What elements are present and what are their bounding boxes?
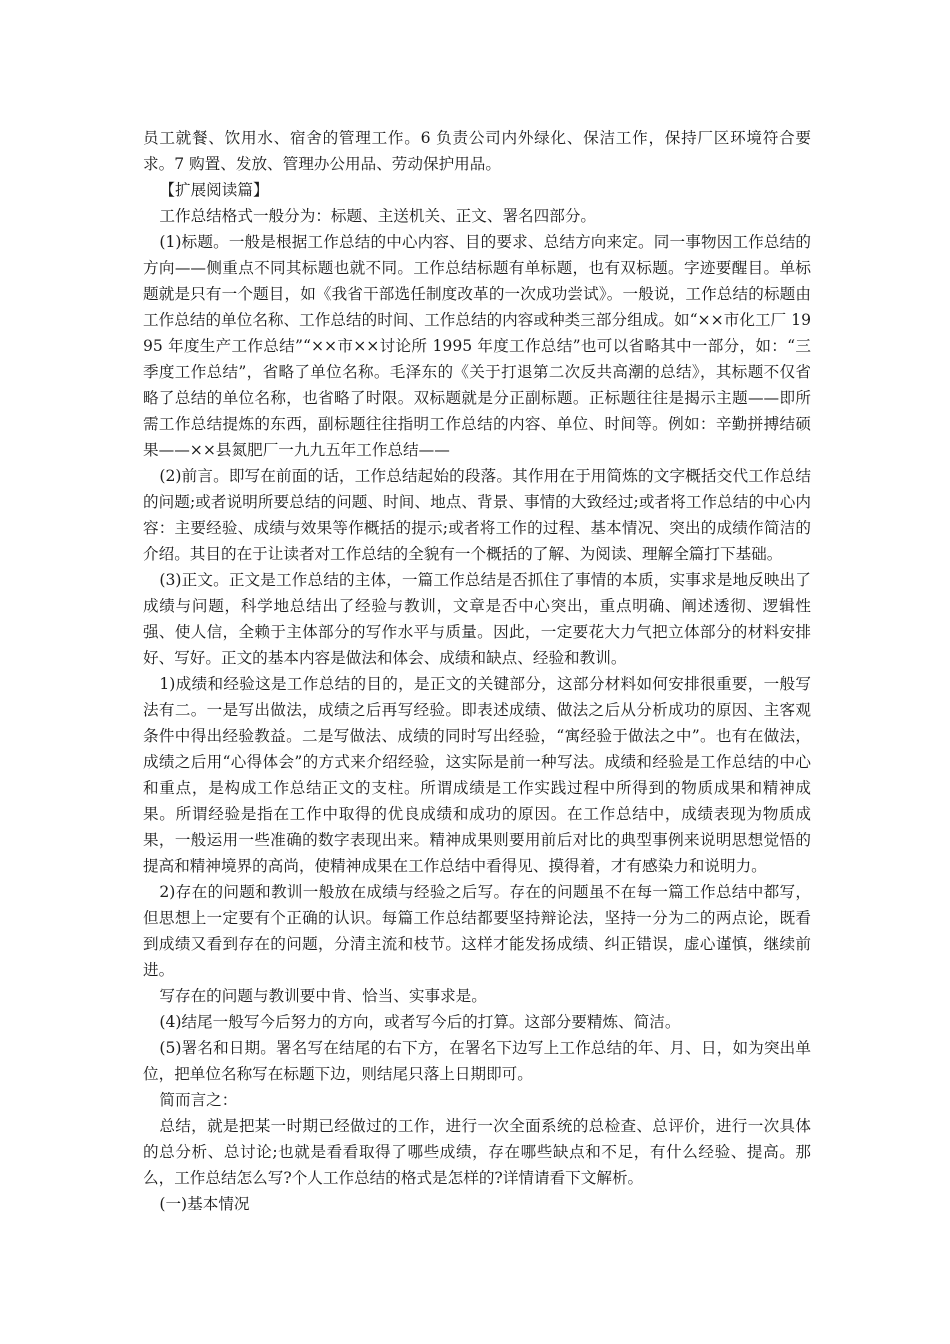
paragraph-title-section: (1)标题。一般是根据工作总结的中心内容、目的要求、总结方向来定。同一事物因工作总结的方向——侧重点不同其标题也就不同。工作总结标题有单标题，也有双标题。字迹要醒目。单标题就是只有一个题目，如《我省干部选任制度改革的一次成功尝试》。一般说，工作总结的标题由工作总结的单位名称、工作总结的时间、工作总结的内容或种类三部分组成。如“××市化工厂 1995 年度生产工作总结”“××市××讨论所 1995 年度工作总结”也可以省略其中一部分，如：“三季度工作总结”，省略了单位名称。毛泽东的《关于打退第二次反共高潮的总结》，其标题不仅省略了总结的单位名称，也省略了时限。双标题就是分正副标题。正标题往往是揭示主题——即所需工作总结提炼的东西，副标题往往指明工作总结的内容、单位、时间等。例如：辛勤拼搏结硕果——××县氮肥厂一九九五年工作总结—— <box>143 233 811 459</box>
paragraph-format-overview: 工作总结格式一般分为：标题、主送机关、正文、署名四部分。 <box>159 207 597 225</box>
paragraph-problems-guidance: 写存在的问题与教训要中肯、恰当、实事求是。 <box>159 987 487 1005</box>
heading-basic-situation: (一)基本情况 <box>159 1195 250 1213</box>
paragraph-ending-section: (4)结尾一般写今后努力的方向，或者写今后的打算。这部分要精炼、简洁。 <box>159 1013 681 1031</box>
paragraph-problems-lessons: 2)存在的问题和教训一般放在成绩与经验之后写。存在的问题虽不在每一篇工作总结中都写，但思想上一定要有个正确的认识。每篇工作总结都要坚持辩论法，坚持一分为二的两点论，既看到成绩又看到存在的问题，分清主流和枝节。这样才能发扬成绩、纠正错误，虚心谨慎，继续前进。 <box>143 883 811 979</box>
document-body <box>143 125 811 1217</box>
heading-extended-reading: 【扩展阅读篇】 <box>159 181 269 199</box>
paragraph-preface-section: (2)前言。即写在前面的话，工作总结起始的段落。其作用在于用简炼的文字概括交代工作总结的问题;或者说明所要总结的问题、时间、地点、背景、事情的大致经过;或者将工作总结的中心内容：主要经验、成绩与效果等作概括的提示;或者将工作的过程、基本情况、突出的成绩作简洁的介绍。其目的在于让读者对工作总结的全貌有一个概括的了解、为阅读、理解全篇打下基础。 <box>143 467 811 563</box>
paragraph-signature-date: (5)署名和日期。署名写在结尾的右下方，在署名下边写上工作总结的年、月、日，如为突出单位，把单位名称写在标题下边，则结尾只落上日期即可。 <box>143 1039 811 1083</box>
paragraph-in-short: 简而言之： <box>159 1091 238 1109</box>
paragraph-summary-definition: 总结，就是把某一时期已经做过的工作，进行一次全面系统的总检查、总评价，进行一次具体的总分析、总讨论;也就是看看取得了哪些成绩，存在哪些缺点和不足，有什么经验、提高。那么，工作总结怎么写?个人工作总结的格式是怎样的?详情请看下文解析。 <box>143 1117 811 1187</box>
paragraph-body-section: (3)正文。正文是工作总结的主体，一篇工作总结是否抓住了事情的本质，实事求是地反映出了成绩与问题，科学地总结出了经验与教训，文章是否中心突出，重点明确、阐述透彻、逻辑性强、使人信，全赖于主体部分的写作水平与质量。因此，一定要花大力气把立体部分的材料安排好、写好。正文的基本内容是做法和体会、成绩和缺点、经验和教训。 <box>143 571 811 667</box>
paragraph-achievements-experience: 1)成绩和经验这是工作总结的目的，是正文的关键部分，这部分材料如何安排很重要，一般写法有二。一是写出做法，成绩之后再写经验。即表述成绩、做法之后从分析成功的原因、主客观条件中得出经验教益。二是写做法、成绩的同时写出经验，“寓经验于做法之中”。也有在做法，成绩之后用“心得体会”的方式来介绍经验，这实际是前一种写法。成绩和经验是工作总结的中心和重点，是构成工作总结正文的支柱。所谓成绩是工作实践过程中所得到的物质成果和精神成果。所谓经验是指在工作中取得的优良成绩和成功的原因。在工作总结中，成绩表现为物质成果，一般运用一些准确的数字表现出来。精神成果则要用前后对比的典型事例来说明思想觉悟的提高和精神境界的高尚，使精神成果在工作总结中看得见、摸得着，才有感染力和说明力。 <box>143 675 811 875</box>
paragraph-duties-continued: 员工就餐、饮用水、宿舍的管理工作。6 负责公司内外绿化、保洁工作，保持厂区环境符合要求。7 购置、发放、管理办公用品、劳动保护用品。 <box>143 129 811 173</box>
